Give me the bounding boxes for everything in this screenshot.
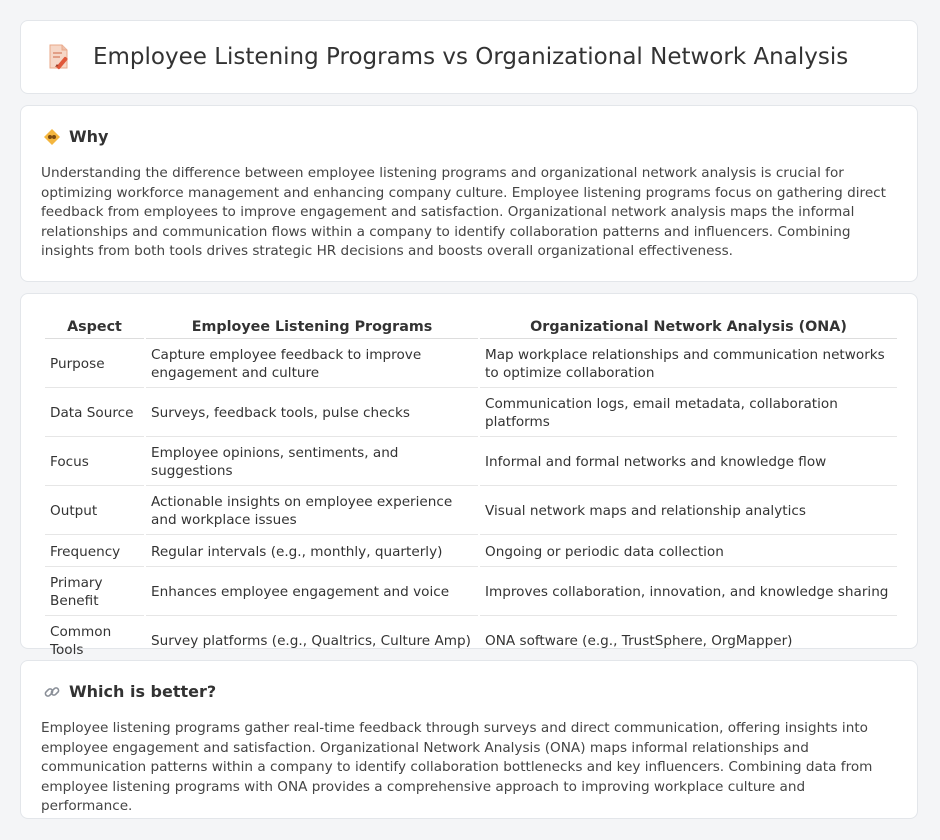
- table-row: [45, 390, 897, 437]
- row-elp: Enhances employee engagement and voice: [146, 569, 478, 616]
- link-icon: [43, 683, 61, 701]
- row-elp: Surveys, feedback tools, pulse checks: [146, 390, 478, 437]
- row-ona: ONA software (e.g., TrustSphere, OrgMapper): [480, 618, 897, 665]
- header-aspect: Aspect: [45, 316, 144, 339]
- page-title: Employee Listening Programs vs Organizational Network Analysis: [93, 44, 849, 70]
- table-row: [45, 569, 897, 616]
- better-text: Employee listening programs gather real-time feedback through surveys and direct communication, offering insights into employee engagement and satisfaction. Organizational Network Analysis (ONA) maps informal relationships and communication patterns within a company to identify collaboration bottlenecks and key influencers. Combining data from employee listening programs with ONA provides a comprehensive approach to improving workplace culture and performance.: [41, 720, 873, 815]
- better-section: [20, 660, 918, 819]
- comparison-section: [20, 293, 918, 658]
- why-section: [20, 105, 918, 282]
- row-elp: Actionable insights on employee experience and workplace issues: [146, 488, 478, 535]
- row-elp: Survey platforms (e.g., Qualtrics, Culture Amp): [146, 618, 478, 665]
- title-row: [47, 43, 848, 71]
- table-header-row: [45, 316, 897, 339]
- row-aspect: Data Source: [45, 390, 144, 437]
- document-pencil-icon: [47, 43, 71, 71]
- row-ona: Communication logs, email metadata, collaboration platforms: [480, 390, 897, 437]
- row-ona: Improves collaboration, innovation, and knowledge sharing: [480, 569, 897, 616]
- row-aspect: Focus: [45, 439, 144, 486]
- why-heading: Why: [69, 127, 109, 146]
- row-ona: Map workplace relationships and communication networks to optimize collaboration: [480, 341, 897, 388]
- row-elp: Employee opinions, sentiments, and suggestions: [146, 439, 478, 486]
- row-ona: Informal and formal networks and knowledge flow: [480, 439, 897, 486]
- row-ona: Ongoing or periodic data collection: [480, 537, 897, 567]
- row-aspect: Purpose: [45, 341, 144, 388]
- table-row: [45, 341, 897, 388]
- row-aspect: Output: [45, 488, 144, 535]
- row-ona: Visual network maps and relationship analytics: [480, 488, 897, 535]
- table-row: [45, 618, 897, 665]
- row-aspect: Frequency: [45, 537, 144, 567]
- table-row: [45, 537, 897, 567]
- handshake-icon: [43, 128, 61, 146]
- better-heading: Which is better?: [69, 682, 217, 701]
- row-aspect: Primary Benefit: [45, 569, 144, 616]
- row-aspect: Common Tools: [45, 618, 144, 665]
- table-row: [45, 439, 897, 486]
- why-heading-row: [43, 127, 108, 146]
- row-elp: Regular intervals (e.g., monthly, quarterly): [146, 537, 478, 567]
- better-heading-row: [43, 682, 216, 701]
- row-elp: Capture employee feedback to improve engagement and culture: [146, 341, 478, 388]
- header-ona: Organizational Network Analysis (ONA): [480, 316, 897, 339]
- why-text: Understanding the difference between employee listening programs and organizational network analysis is crucial for optimizing workforce management and enhancing company culture. Employee listening programs focus on gathering direct feedback from employees to improve engagement and satisfaction. Organizational network analysis maps the informal relationships and communication flows within a company to identify collaboration patterns and influencers. Combining insights from both tools drives strategic HR decisions and boosts overall organizational effectiveness.: [41, 165, 886, 260]
- table-row: [45, 488, 897, 535]
- header-elp: Employee Listening Programs: [146, 316, 478, 339]
- comparison-table: [43, 314, 899, 667]
- title-card: [20, 20, 918, 94]
